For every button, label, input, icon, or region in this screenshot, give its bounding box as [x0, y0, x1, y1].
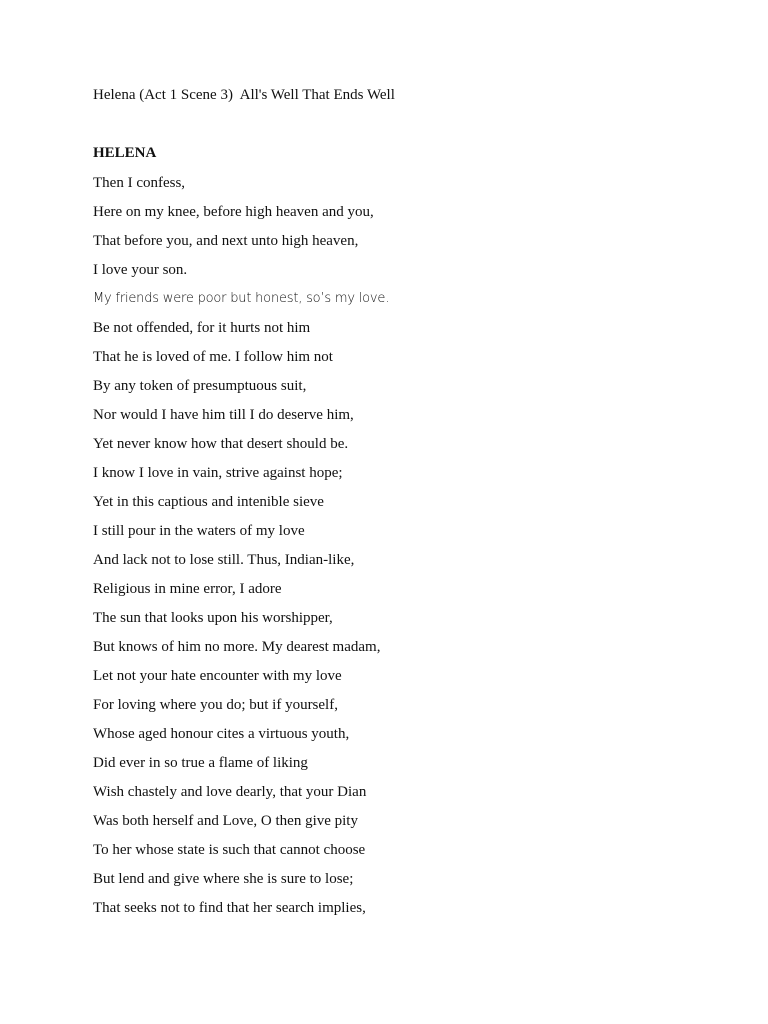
- verse-line: I know I love in vain, strive against hope;: [93, 465, 343, 481]
- verse-line: Then I confess,: [93, 175, 186, 191]
- verse-line: Wish chastely and love dearly, that your Dian: [93, 784, 367, 800]
- verse-line: I love your son.: [93, 262, 188, 278]
- verse-line: I still pour in the waters of my love: [93, 523, 305, 539]
- verse-line: That before you, and next unto high heaven,: [93, 233, 359, 249]
- verse-line: And lack not to lose still. Thus, Indian-like,: [93, 552, 355, 568]
- verse-line: But lend and give where she is sure to lose;: [93, 871, 354, 887]
- verse-line: Did ever in so true a flame of liking: [93, 755, 308, 771]
- verse-line: But knows of him no more. My dearest madam,: [93, 639, 381, 655]
- verse-line: Whose aged honour cites a virtuous youth,: [93, 726, 350, 742]
- verse-line: To her whose state is such that cannot choose: [93, 842, 366, 858]
- verse-line: That seeks not to find that her search implies,: [93, 900, 366, 916]
- verse-line: Yet in this captious and intenible sieve: [93, 494, 324, 510]
- verse-line: For loving where you do; but if yourself,: [93, 697, 338, 713]
- speaker-name: HELENA: [93, 145, 157, 161]
- verse-lines: [93, 174, 389, 928]
- verse-line: Nor would I have him till I do deserve him,: [93, 407, 354, 423]
- document-heading: Helena (Act 1 Scene 3) All's Well That Ends Well: [93, 87, 395, 103]
- verse-line: Was both herself and Love, O then give pity: [93, 813, 358, 829]
- verse-line: Let not your hate encounter with my love: [93, 668, 342, 684]
- verse-line: By any token of presumptuous suit,: [93, 378, 307, 394]
- verse-line: My friends were poor but honest, so’s my love.: [93, 291, 390, 306]
- verse-line: The sun that looks upon his worshipper,: [93, 610, 333, 626]
- verse-line: Here on my knee, before high heaven and you,: [93, 204, 374, 220]
- verse-line: Religious in mine error, I adore: [93, 581, 282, 597]
- verse-line: That he is loved of me. I follow him not: [93, 349, 333, 365]
- verse-line: Be not offended, for it hurts not him: [93, 320, 311, 336]
- verse-line: Yet never know how that desert should be.: [93, 436, 349, 452]
